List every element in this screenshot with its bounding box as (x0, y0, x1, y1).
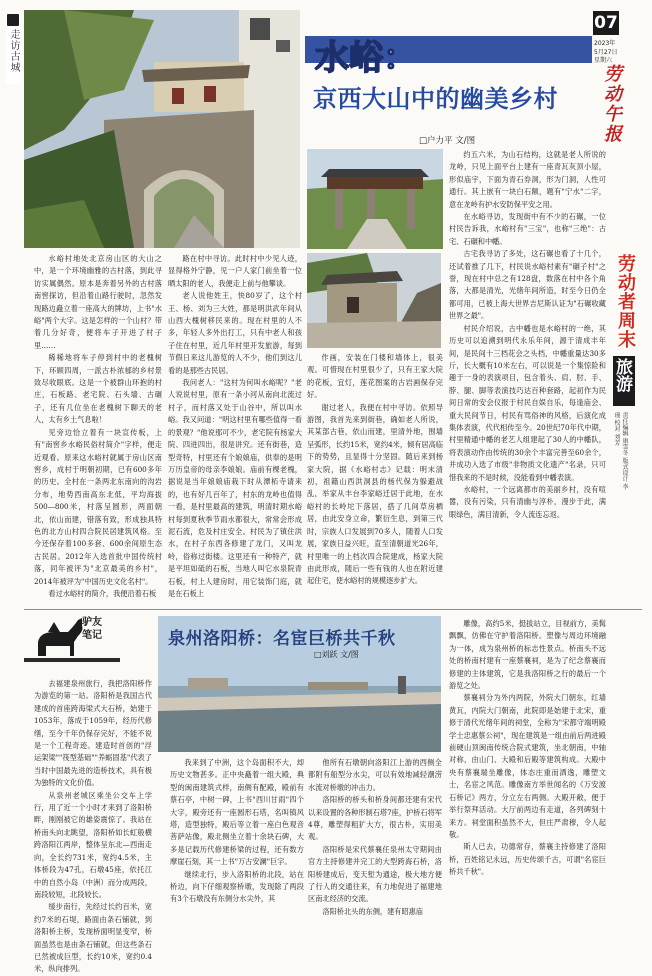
paragraph: 斯人已去，功德常存，蔡襄主持修建了洛阳桥，百姓铭记永远，历史传颂千古，可谓"名宦巨桥共千秋"。 (449, 842, 606, 877)
section-divider (24, 609, 642, 610)
article2-column-3 (308, 757, 442, 940)
paragraph: 雕像，高约5米，挺拔站立，目视前方，美髯飘飘，仿佛在守护着洛阳桥。塑像与周边环境融为一体，成为泉州桥的标志性景点。桥南头不远处的桥南村建有一座蔡襄祠，是为了纪念蔡襄而修建的主体建筑，它是我洛阳桥之行的最后一个游览之处。 (449, 619, 606, 691)
editor-credits: 责任编辑 康雪冬 版式设计 李瑶 校对 刘芳 (613, 412, 628, 490)
paragraph: 路在村中寻访。此时村中少见人迹，显得格外宁静，见一户人家门前坐着一位晒太阳的老人，我便走上前与他攀谈。 (168, 254, 302, 288)
stone-house-photo (307, 253, 441, 348)
article2-title: 泉州洛阳桥：名宦巨桥共千秋 (168, 629, 396, 649)
donkey-notes-badge (24, 614, 120, 669)
article2-byline: □刘跃 文/图 (314, 650, 359, 659)
bullet-icon (7, 14, 19, 26)
paragraph: 水峪村地处北京房山区的大山之中，是一个环境幽雅的古村落，到此寻访实属偶然。原本是奔着另外的古村落南窖探访，但沿着山路行驶时，忽然发现路边矗立着一座高大的牌坊，上书"水峪"两个大字。这是怎样的一个山村？带着几分好奇，便将车子开进了村子里…… (34, 254, 162, 350)
section-travel: 旅游 (612, 358, 632, 392)
date-day: 5月27日 (594, 48, 618, 56)
paragraph: 继续北行，步入洛阳桥的北段，站在桥边，向下仔细观察桥墩，发现除了两段有3个石墩没有东侧分水尖外，其 (170, 869, 304, 904)
article1-column-1 (34, 253, 162, 605)
memorial-archway-photo (307, 149, 443, 249)
issue-date (594, 40, 634, 66)
paragraph: 水峪村，一个远离都市的美丽乡村，没有喧嚣，没有污染，只有清幽与淳朴，漫步于此，满眼绿色，满目清新，令人流连忘返。 (449, 484, 606, 519)
section-tag-label: 走访古城 (8, 29, 19, 73)
paragraph: 谢过老人，我便在村中寻访。依照导游图，我首先来到街巷，确如老人所说，其某部古巷，依山而建，里清外地，围墙呈弧形，长约15米，宽约4米，倾有居高临下的势势，且显得十分坚固。随后来到杨家大院，据《水峪村志》记载：明末清初，祖籍山西洪洞县的杨代保为躲避战乱，举家从丰台李家峪迁居于此地，在水峪村的长岭坨下落居，搭了几间草房栖居，由此安身立命，繁衍生息，到第三代时，宗族人口发展到70多人，随着人口发展，家族日益兴旺，直至清朝道光26年，村里唯一的上档次四合院建成，杨家大院由此形成，随后一些有钱的人也在附近建起住宅，使水峪村的规模逐步扩大。 (307, 402, 443, 586)
paragraph: 稀稀地将车子停到村中的老槐树下，环顾四周，一派古朴浓郁的乡村景致尽收眼底。这是一个被群山环抱的村庄，石板路、老宅院、石头墙、古碾子，还有几位坐在老槐树下聊天的老人，太有乡土气息啦！ (34, 353, 162, 425)
article1-column-2 (168, 253, 302, 605)
village-gate-photo (24, 10, 300, 248)
luoyang-bridge-photo (158, 616, 441, 752)
paragraph: 见旁边恰立着有一块宣传板，上有"南窖乡水峪民俗村简介"字样，便走近观看。原来这水峪村就属于房山区南窖乡，成村于明朝初期，已有600多年的历史。全村在一条两北东南向的沟岩分布，地势西南高东北低，平均海拔500—800米，村落呈圆形，两面朝北，依山而建，错落有致，形成独具特色的北方山村四合院民居建筑风格。至今还保存着100多套、600余间原生态古民居。2012年入选首批中国传统村落，同年被评为"北京最美的乡村"，2014年被评为"中国历史文化名村"。 (34, 427, 162, 586)
paragraph: 村民介绍说，古中幡也是水峪村的一绝，其历史可以追溯到明代永乐年间，源于清成丰年间，是民间十三档花会之头档，中幡重量达30多斤，长大概有10米左右，可以说是一个集惊险和趣于一身的表演项目，包含着头、肩、肘、手、脖、腿、脚等表演技巧达百种套路，起初作为民间日常的安会仪报于村民自娱自乐，每逢庙会、重大民间节日，村民有骂俗神的风格，后演化成集体表演，代代相传至今。20世纪70年代中期，村里精通中幡的老艺人组建起了30人的中幡队，将表演动作由传统的30余个丰富完善至60余个，并成功入选了市级"非物质文化遗产"名录，只可惜我来的不是时候，没能看到中幡表演。 (449, 323, 606, 482)
paragraph: 洛阳桥北头的东侧，建有昭惠庙 (322, 906, 424, 916)
paragraph: 去福建泉州旅行，我把洛阳桥作为游览的第一站。洛阳桥是我国古代建成的首座跨海梁式大石桥，始建于1053年，落成于1059年，经历代修缮，至今千年仍保存完好，不能不说是一个工程奇迹。建造时首创的"浮运架梁""筏型基础""养蛎固基"代表了当时中国最先进的造桥技术，具有极为独特的文化价值。 (34, 679, 152, 788)
article-title-block (305, 36, 592, 127)
section-tag (6, 14, 20, 84)
paragraph: 作画，安装在门楼和墙体上，很美观。可惜现在村里很少了，只有王家大院的花板，宜灯，莲花图案的古岩画保存完好。 (307, 353, 443, 400)
article1-column-4 (449, 149, 606, 605)
article2-column-1 (34, 678, 152, 974)
paragraph: 我问老人："这村为何叫水峪呢？"老人说说村里，原有一条小河从南向北流过村子，而村落又处于山谷中，所以叫水峪。我又问道："明这村里有哪些值得一看的景观？"他说那可不少，老宅院有杨家大院、四进四出，很是讲究。还有街巷，造型奇特，村里还有个娘娘庙，供奉的是明万历皇帝的母亲李娘娘。庙前有棵老槐，据说是当年娘娘庙栽下时从潭柘寺请来的，也有好几百年了，村东的龙岭也值得一看，是村里最高的建筑，明清时期水峪村每到夏秋季节雨水都很大，常常会形成泥石流，危及村庄安全。村民为了镇住洪水，在村子东西各修建了龙门，又叫龙岭，俗称过街楼。这里还有一种特产，就是平坦如砥的石板，当地人叫它水泉院青石板，村上人建房时，用它装饰门庭，就是在石板上 (168, 378, 302, 598)
paragraph: 缓步南行，先经过长约百米，宽约7米的石堤，路面由条石铺就，到洛阳桥主桥，发现桥面明显变窄，桥面虽然也是由条石铺就，但这些条石已然被成巨型，长约10米，宽约0.4米，纵向排列。 (34, 902, 152, 974)
date-year: 2023年 (594, 40, 616, 47)
paragraph: 古宅我寻访了多处，这石碾也看了十几个，还试着推了几下，村民说水峪村素有"碾子村"之誉，现在村中总之有128盘，数落在村中各个角落，大都是清光，光绪年间所造，时至今日仍全都可用，已被上海大世界吉尼斯认证为"石碾收藏世界之最"。 (449, 249, 606, 321)
paragraph: 老人说他姓王，快80岁了，这个村王、杨、刘为三大姓，都是明洪武年间从山西大槐树移民来的。现在村里的人不多，年轻人多外出打工，只有中老人和孩子住在村里，近几年村里开发旅游，每到节假日来这儿游览的人不少，他们到这儿看的是那些古民居。 (168, 291, 302, 375)
article-subtitle: 京西大山中的幽美乡村 (313, 85, 558, 113)
paragraph: 洛阳桥是宋代蔡襄任泉州太守期间由官方主持修建并完工的大型跨海石桥，洛阳桥建成后，变天堑为通途，极大地方便了行人的交通往来，有力地促进了福建地区南北经济的交流。 (308, 844, 442, 904)
article2-column-2 (170, 757, 304, 940)
section-weekly: 劳动者周末 (615, 254, 636, 349)
donkey-notes-label: 驴友 笔记 (82, 617, 102, 641)
page-number: 07 (594, 13, 618, 33)
paragraph: 约五六米，为山石结构，这就是老人所说的龙岭，只见上面平台上建有一座青瓦灰顶小屋，形似庙宇，下面为青石券洞，形为门洞，人性可通行。其上嵌有一块白石额，题有"宁水"二字，意在龙岭有护水安防保平安之用。 (449, 150, 606, 209)
paragraph: 看过水峪村的简介，我便沿着石板 (48, 588, 157, 598)
date-weekday: 星期六 (594, 57, 613, 64)
paragraph: 他所有石墩朝向洛阳江上游的西侧全都附有船型分水尖，可以有效地减轻潮涝水流对桥墩的冲击力。 (308, 758, 442, 792)
paragraph: 在水峪寻访，发现街中有不少的石碾，一位村民告诉我，水峪村有"三宝"，也称"三绝"：古宅、石碾和中幡。 (449, 212, 606, 246)
article2-column-4 (449, 618, 606, 940)
article1-column-3 (307, 352, 443, 605)
paragraph: 蔡襄祠分为外内两院，外院大门朝东，红墙黄瓦，内院大门朝南，此院即是始建于北宋，重修于清代光绪年间的祠堂，全称为"宋都守端明殿学士忠惠蔡公祠"，现在建筑是一组由前后两进殿前硬山顶闽南传统合院式建筑，坐北朝南，中轴对称，由山门、大殿和后殿等建筑构成。大殿中央有蔡襄端坐雕像，体态庄重而洒逸，雕塑文士，名宦之风范。雕像南方举世闻名的《万安渡石桥记》两方，分立左右两侧。大殿开敞，便于举行祭拜活动。大厅前两边有走道，各列碑刻十来方。祠堂面积虽然不大，但庄严肃穆，令人起敬。 (449, 693, 606, 839)
article-byline: □户力平 文/图 (419, 136, 476, 146)
paragraph: 洛阳桥的桥头和桥身间都还建有宋代以来设置的各种形制石塔7座，护桥石将军4尊，雕塑得粗犷大方，很古朴，实用美观。 (308, 795, 442, 842)
newspaper-logo: 劳动午报 (601, 64, 622, 144)
paragraph: 我来到了中洲，这个岛面积不大，却历史文物甚多。正中央矗着一组大殿，典型的闽南建筑式样，南侧有配殿，殿前有蔡石亭，中树一碑，上书"西川甘雨"四个大字，殿旁还有一座圆形石塔，名叫镇风塔，造型独特，殿后等立着一座白色观音菩萨站像，殿北侧坐立着十余块石碑，大多是记载历代修建桥梁的过程，还有数方摩崖石刻，其一上书"万古安澜"巨字。 (170, 758, 304, 867)
paragraph: 从泉州老城区乘坐公交车上学行，用了近一个小时才来到了洛阳桥畔，刚刚被它的雄姿震惊了。我站在桥南头向北眺望，洛阳桥如长虹般横跨洛阳江两岸，整体呈东北—西南走向，全长约731米，宽约4.5米，主体桥段为47孔，石墩45座，依托江中的自然小岛（中洲）而分成两段，南段较短，北段较长。 (34, 790, 152, 899)
article-title: 水峪： (315, 38, 417, 78)
donkey-icon (24, 614, 120, 669)
